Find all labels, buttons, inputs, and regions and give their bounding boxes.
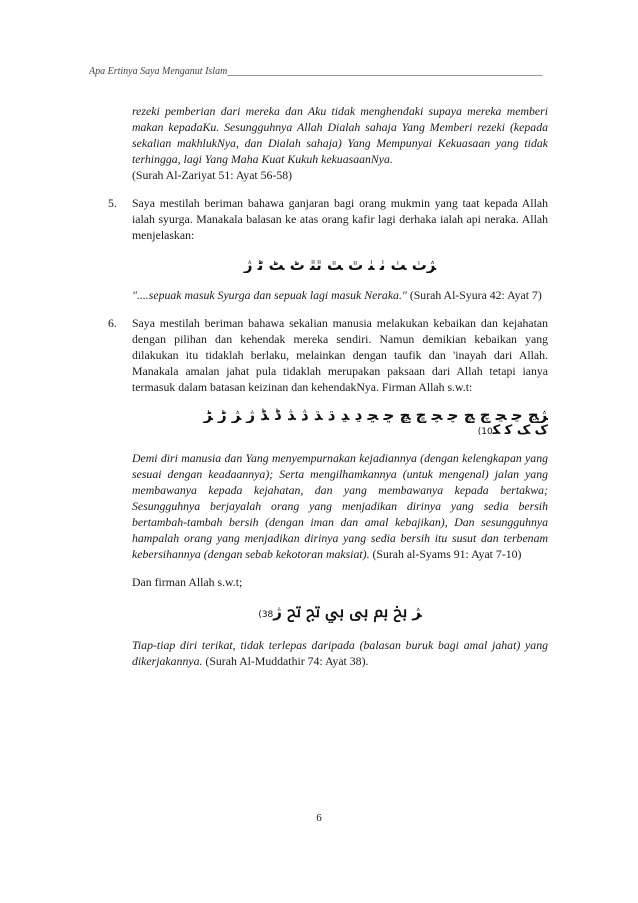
running-title: Apa Ertinya Saya Menganut Islam <box>89 66 228 77</box>
item-6-arabic-verse-2-text: ﮋ ﰇ ﰈ ﰉ ﰊ ﰋ ﰌ ﮊ <box>273 604 422 621</box>
item-6-reference: (Surah al-Syams 91: Ayat 7-10) <box>372 547 522 561</box>
item-5-arabic-verse: ﮋﭞ ﭟ ﭠ ﭡ ﭢ ﭣ ﭤﭥ ﭦ ﭧ ﭨ ﮊ <box>243 257 437 273</box>
verse-marker-38: (38 <box>258 610 274 620</box>
item-6-arabic-verse-line-1: ﮋﭷ ﭸ ﭹ ﭺ ﭻ ﭼ ﭽ ﭾ ﭿ ﮀ ﮁ ﮂ ﮃ ﮄ ﮅ ﮆ ﮇ ﮈ ﮉ ﮊ ﮋ ﮌ ﮍ <box>203 407 548 423</box>
verse-marker-10: (10 <box>477 427 493 437</box>
intro-reference: (Surah Al-Zariyat 51: Ayat 56-58) <box>132 168 293 182</box>
running-header <box>89 66 549 77</box>
page-body <box>108 103 548 669</box>
list-item-6 <box>108 315 548 669</box>
item-6-arabic-verse-2 <box>132 604 548 623</box>
page-number: 6 <box>316 812 322 824</box>
item-6-quote-2: Tiap-tiap diri terikat, tidak terlepas daripada (balasan buruk bagi amal jahat) yang dikerjakannya. <box>132 638 548 668</box>
header-rule: _______________________________________________________________ <box>227 66 543 77</box>
item-6-quote: Demi diri manusia dan Yang menyempurnakan kejadiannya (dengan kelengkapan yang sesuai dengan keadaannya); Serta mengilhamkannya (untuk mengenal) jalan yang membawanya kepada kejahatan, dan yang membawanya kepada bertakwa; Sesungguhnya berjayalah orang yang menjadikan dirinya yang sedia bersih bertambah-tambah bersih (dengan iman dan amal kebajikan), Dan sesungguhnya hampalah orang yang menjadikan dirinya yang sedia bersih itu susut dan terbenam kebersihannya (dengan sebab kekotoran maksiat). <box>132 451 548 561</box>
item-6-arabic-verse-line-2 <box>132 423 548 440</box>
list-number-6: 6. <box>108 316 117 330</box>
item-6-reference-2: (Surah Al-Muddathir 74: Ayat 38). <box>205 654 369 668</box>
firman-intro: Dan firman Allah s.w.t; <box>132 575 243 589</box>
item-5-quote: "....sepuak masuk Syurga dan sepuak lagi masuk Neraka." <box>132 288 407 302</box>
intro-quote: rezeki pemberian dari mereka dan Aku tidak menghendaki supaya mereka memberi makan kepadaKu. Sesungguhnya Allah Dialah sahaja Yang Memberi rezeki (kepada sekalian makhlukNya, dan Dialah sahaja) Yang Mempunyai Kekuasaan yang tidak terhingga, lagi Yang Maha Kuat Kukuh kekuasaanNya. <box>132 104 548 166</box>
item-5-text: Saya mestilah beriman bahawa ganjaran bagi orang mukmin yang taat kepada Allah ialah syurga. Manakala balasan ke atas orang kafir lagi derhaka ialah api neraka. Allah menjelaskan: <box>132 196 548 242</box>
item-6-arabic-verse-end: ﮎ ﮏ ﮐ ﮑ <box>492 423 548 438</box>
intro-quote-block <box>108 103 548 183</box>
item-6-text: Saya mestilah beriman bahawa sekalian manusia melakukan kebaikan dan kejahatan dengan pilihan dan kehendak mereka sendiri. Namun demikian kebaikan yang dilakukan itu tidaklah berlaku, melainkan dengan taufik dan 'inayah dari Allah. Manakala amalan jahat pula tidaklah merupakan paksaan dari Allah tetapi ianya termasuk dalam batasan keizinan dan kehendakNya. Firman Allah s.w.t: <box>132 316 548 394</box>
list-item-5 <box>108 195 548 303</box>
list-number-5: 5. <box>108 196 117 210</box>
item-5-reference: (Surah Al-Syura 42: Ayat 7) <box>409 288 542 302</box>
